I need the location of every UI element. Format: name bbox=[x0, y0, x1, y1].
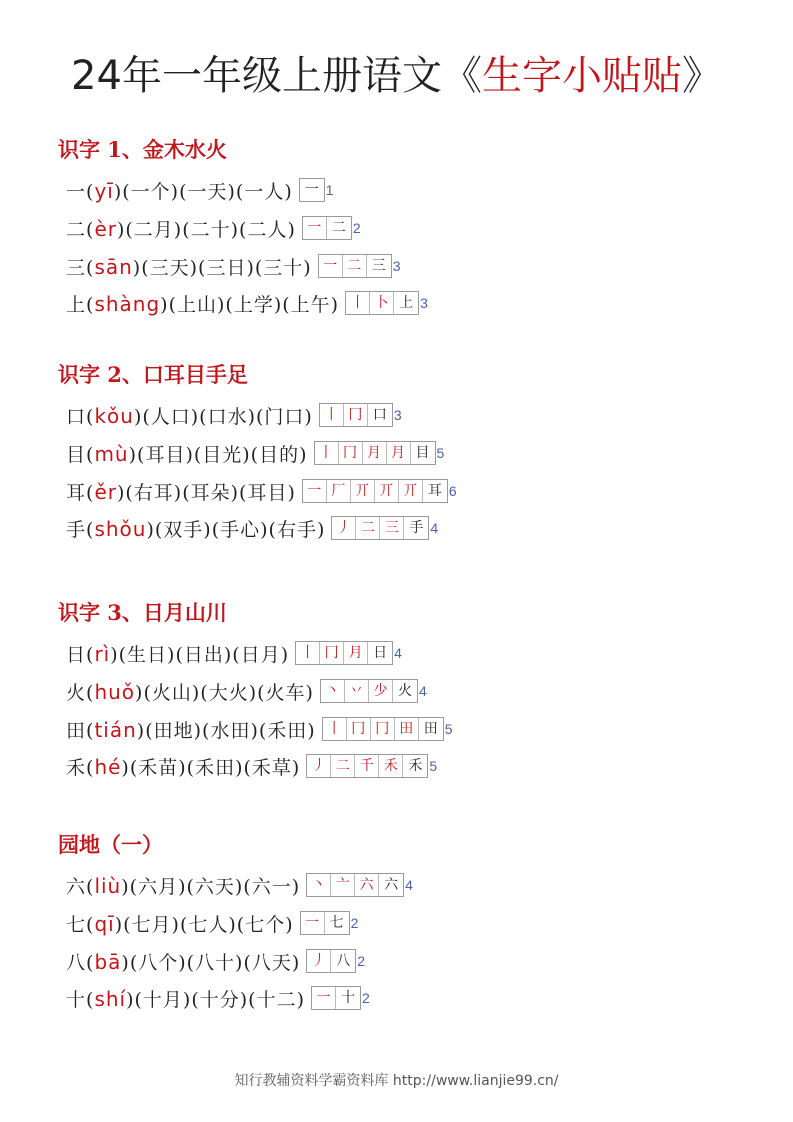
stroke-step: 二 bbox=[331, 755, 355, 777]
stroke-step: 丷 bbox=[345, 680, 369, 702]
stroke-order-boxes bbox=[322, 717, 444, 741]
stroke-count: 4 bbox=[418, 683, 427, 699]
row-text bbox=[66, 678, 314, 705]
example-words: (一个)(一天)(一人) bbox=[122, 180, 293, 203]
paren: ( bbox=[86, 681, 95, 704]
example-words: (八个)(八十)(八天) bbox=[129, 951, 301, 974]
stroke-step: 丨 bbox=[296, 642, 320, 664]
pinyin: huǒ bbox=[94, 679, 136, 704]
row-text bbox=[66, 177, 293, 204]
title-close: 》 bbox=[681, 53, 722, 99]
stroke-count: 2 bbox=[362, 990, 370, 1006]
example-words: (十月)(十分)(十二) bbox=[134, 988, 305, 1011]
character-row bbox=[66, 175, 334, 205]
stroke-order-boxes bbox=[302, 479, 448, 503]
stroke-order-boxes bbox=[299, 178, 325, 202]
stroke-step: 冂 bbox=[371, 718, 395, 740]
stroke-step: 田 bbox=[423, 721, 438, 737]
stroke-count: 1 bbox=[325, 182, 334, 198]
pinyin: shàng bbox=[94, 291, 161, 316]
character-row bbox=[66, 946, 365, 976]
section-title: 识字 2、口耳目手足 bbox=[58, 362, 248, 387]
paren: ( bbox=[86, 719, 95, 742]
stroke-order-boxes bbox=[331, 516, 429, 540]
stroke-count: 3 bbox=[392, 258, 401, 274]
row-text bbox=[66, 253, 312, 280]
stroke-order-boxes bbox=[345, 291, 419, 315]
paren: ( bbox=[86, 756, 95, 779]
pinyin: hé bbox=[94, 754, 122, 779]
title-red: 生字小贴贴 bbox=[481, 53, 682, 99]
stroke-order-boxes bbox=[302, 216, 352, 240]
row-text bbox=[66, 290, 339, 317]
paren: ) bbox=[116, 481, 126, 504]
stroke-step: 丨 bbox=[346, 292, 370, 314]
hanzi-char: 目 bbox=[66, 443, 87, 466]
hanzi-char: 七 bbox=[66, 913, 87, 936]
row-text bbox=[66, 402, 313, 429]
row-text bbox=[66, 515, 325, 542]
example-words: (生日)(日出)(日月) bbox=[118, 643, 290, 666]
stroke-step: 丨 bbox=[320, 404, 344, 426]
stroke-step: 月 bbox=[387, 442, 411, 464]
row-text bbox=[66, 985, 305, 1012]
pinyin: bā bbox=[94, 949, 122, 974]
stroke-count: 5 bbox=[444, 721, 453, 737]
stroke-step: 丿 bbox=[332, 517, 356, 539]
stroke-step: 一 bbox=[319, 255, 343, 277]
paren: ) bbox=[110, 643, 119, 666]
pinyin: liù bbox=[94, 873, 122, 898]
paren: ( bbox=[86, 988, 95, 1011]
paren: ) bbox=[121, 951, 130, 974]
row-text bbox=[66, 478, 296, 505]
character-row bbox=[66, 251, 401, 281]
pinyin: shí bbox=[94, 986, 127, 1011]
row-text bbox=[66, 440, 308, 467]
paren: ( bbox=[86, 643, 95, 666]
pinyin: qī bbox=[94, 911, 115, 936]
paren: ( bbox=[86, 256, 95, 279]
stroke-step: 千 bbox=[355, 755, 379, 777]
stroke-step: 禾 bbox=[379, 755, 403, 777]
example-words: (二月)(二十)(二人) bbox=[125, 218, 296, 241]
row-text bbox=[66, 640, 289, 667]
hanzi-char: 禾 bbox=[66, 756, 87, 779]
hanzi-char: 田 bbox=[66, 719, 87, 742]
pinyin: yī bbox=[94, 178, 114, 203]
pinyin: shǒu bbox=[94, 516, 147, 541]
example-words: (耳目)(目光)(目的) bbox=[137, 443, 308, 466]
paren: ( bbox=[86, 518, 95, 541]
example-words: (田地)(水田)(禾田) bbox=[145, 719, 316, 742]
paren: ( bbox=[86, 180, 95, 203]
stroke-step: 手 bbox=[409, 520, 424, 536]
pinyin: ěr bbox=[94, 479, 117, 504]
stroke-order-boxes bbox=[306, 754, 428, 778]
paren: ) bbox=[121, 875, 130, 898]
hanzi-char: 一 bbox=[66, 180, 87, 203]
pinyin: kǒu bbox=[94, 403, 134, 428]
example-words: (禾苗)(禾田)(禾草) bbox=[129, 756, 301, 779]
character-row bbox=[66, 983, 370, 1013]
hanzi-char: 六 bbox=[66, 875, 87, 898]
stroke-step: 六 bbox=[355, 874, 379, 896]
character-row bbox=[66, 714, 452, 744]
stroke-order-boxes bbox=[306, 949, 356, 973]
footer-watermark: 知行教辅资料学霸资料库 http://www.lianjie99.cn/ bbox=[234, 1073, 559, 1089]
stroke-step: 冂 bbox=[320, 642, 344, 664]
stroke-order-boxes bbox=[300, 911, 350, 935]
page-title bbox=[0, 52, 793, 100]
character-row bbox=[66, 908, 358, 938]
character-row bbox=[66, 638, 402, 668]
stroke-count: 4 bbox=[430, 520, 439, 536]
stroke-step: 火 bbox=[397, 683, 412, 699]
hanzi-char: 口 bbox=[66, 405, 87, 428]
hanzi-char: 火 bbox=[66, 681, 87, 704]
example-words: (三天)(三日)(三十) bbox=[141, 256, 312, 279]
stroke-count: 3 bbox=[420, 295, 428, 311]
stroke-step: 丿 bbox=[307, 950, 331, 972]
paren: ) bbox=[146, 518, 155, 541]
pinyin: mù bbox=[94, 441, 129, 466]
stroke-step: 二 bbox=[356, 517, 380, 539]
stroke-step: 二 bbox=[331, 220, 346, 236]
paren: ( bbox=[86, 443, 95, 466]
stroke-order-boxes bbox=[319, 403, 393, 427]
row-text bbox=[66, 910, 294, 937]
paren: ) bbox=[113, 180, 123, 203]
stroke-count: 2 bbox=[352, 220, 361, 236]
stroke-order-boxes bbox=[314, 441, 436, 465]
hanzi-char: 八 bbox=[66, 951, 87, 974]
stroke-step: 七 bbox=[329, 915, 344, 931]
paren: ) bbox=[116, 218, 126, 241]
stroke-order-boxes bbox=[318, 254, 392, 278]
stroke-step: 丨 bbox=[323, 718, 347, 740]
stroke-count: 2 bbox=[357, 953, 366, 969]
stroke-step: 八 bbox=[336, 953, 351, 969]
stroke-count: 4 bbox=[394, 645, 402, 661]
section-title: 识字 3、日月山川 bbox=[58, 600, 227, 625]
stroke-step: 六 bbox=[384, 877, 399, 893]
hanzi-char: 上 bbox=[66, 293, 87, 316]
stroke-step: 丨 bbox=[315, 442, 339, 464]
stroke-step: 冂 bbox=[347, 718, 371, 740]
stroke-step: 少 bbox=[369, 680, 393, 702]
row-text bbox=[66, 215, 296, 242]
character-row bbox=[66, 476, 457, 506]
example-words: (人口)(口水)(门口) bbox=[142, 405, 313, 428]
paren: ) bbox=[128, 443, 138, 466]
stroke-step: 禾 bbox=[408, 758, 423, 774]
paren: ( bbox=[86, 293, 95, 316]
paren: ) bbox=[160, 293, 169, 316]
row-text bbox=[66, 753, 300, 780]
character-row bbox=[66, 288, 428, 318]
pinyin: rì bbox=[94, 641, 111, 666]
stroke-step: 卜 bbox=[370, 292, 394, 314]
stroke-count: 6 bbox=[448, 483, 457, 499]
row-text bbox=[66, 948, 300, 975]
stroke-step: 丿 bbox=[307, 755, 331, 777]
paren: ( bbox=[86, 405, 95, 428]
character-row bbox=[66, 400, 402, 430]
stroke-count: 3 bbox=[393, 407, 402, 423]
example-words: (双手)(手心)(右手) bbox=[154, 518, 326, 541]
paren: ) bbox=[133, 405, 143, 428]
stroke-step: 田 bbox=[395, 718, 419, 740]
stroke-step: 亠 bbox=[331, 874, 355, 896]
stroke-step: 冂 bbox=[339, 442, 363, 464]
example-words: (火山)(大火)(火车) bbox=[143, 681, 314, 704]
example-words: (六月)(六天)(六一) bbox=[129, 875, 301, 898]
stroke-step: 丌 bbox=[351, 480, 375, 502]
row-text bbox=[66, 716, 316, 743]
paren: ( bbox=[86, 951, 95, 974]
character-row bbox=[66, 213, 361, 243]
character-row bbox=[66, 438, 444, 468]
stroke-step: 一 bbox=[304, 182, 319, 198]
stroke-step: 厂 bbox=[327, 480, 351, 502]
stroke-order-boxes bbox=[295, 641, 393, 665]
stroke-count: 5 bbox=[429, 758, 438, 774]
character-row bbox=[66, 751, 437, 781]
stroke-step: 一 bbox=[301, 912, 325, 934]
stroke-step: 十 bbox=[341, 990, 355, 1006]
stroke-count: 2 bbox=[350, 915, 359, 931]
hanzi-char: 日 bbox=[66, 643, 87, 666]
stroke-step: 日 bbox=[373, 645, 388, 661]
example-words: (右耳)(耳朵)(耳目) bbox=[125, 481, 296, 504]
stroke-step: 丌 bbox=[375, 480, 399, 502]
stroke-step: 上 bbox=[399, 295, 414, 311]
title-black: 24年一年级上册语文《 bbox=[71, 53, 482, 99]
paren: ) bbox=[132, 256, 142, 279]
stroke-step: 月 bbox=[344, 642, 368, 664]
character-row bbox=[66, 513, 438, 543]
stroke-order-boxes bbox=[311, 986, 361, 1010]
stroke-step: 丌 bbox=[399, 480, 423, 502]
stroke-order-boxes bbox=[306, 873, 404, 897]
stroke-step: 三 bbox=[371, 258, 386, 274]
paren: ) bbox=[136, 719, 146, 742]
stroke-step: 冂 bbox=[344, 404, 368, 426]
pinyin: sān bbox=[94, 254, 133, 279]
hanzi-char: 三 bbox=[66, 256, 87, 279]
stroke-step: 二 bbox=[343, 255, 367, 277]
paren: ( bbox=[86, 875, 95, 898]
section-title: 园地（一） bbox=[58, 832, 163, 857]
hanzi-char: 二 bbox=[66, 218, 87, 241]
pinyin: tián bbox=[94, 717, 137, 742]
paren: ( bbox=[86, 481, 95, 504]
stroke-step: 一 bbox=[312, 987, 336, 1009]
stroke-step: 口 bbox=[372, 407, 387, 423]
stroke-step: 三 bbox=[380, 517, 404, 539]
example-words: (上山)(上学)(上午) bbox=[168, 293, 340, 316]
paren: ) bbox=[126, 988, 135, 1011]
stroke-step: 耳 bbox=[427, 483, 442, 499]
character-row bbox=[66, 870, 413, 900]
paren: ) bbox=[121, 756, 130, 779]
example-words: (七月)(七人)(七个) bbox=[123, 913, 294, 936]
character-row bbox=[66, 676, 427, 706]
paren: ) bbox=[114, 913, 124, 936]
paren: ( bbox=[86, 218, 95, 241]
stroke-step: 一 bbox=[303, 217, 327, 239]
stroke-step: 丶 bbox=[307, 874, 331, 896]
hanzi-char: 耳 bbox=[66, 481, 87, 504]
stroke-step: 月 bbox=[363, 442, 387, 464]
hanzi-char: 十 bbox=[66, 988, 87, 1011]
hanzi-char: 手 bbox=[66, 518, 87, 541]
pinyin: èr bbox=[94, 216, 117, 241]
stroke-order-boxes bbox=[320, 679, 418, 703]
paren: ) bbox=[135, 681, 144, 704]
paren: ( bbox=[86, 913, 95, 936]
section-title: 识字 1、金木水火 bbox=[58, 137, 227, 162]
stroke-step: 一 bbox=[303, 480, 327, 502]
stroke-count: 5 bbox=[436, 445, 445, 461]
stroke-step: 丶 bbox=[321, 680, 345, 702]
stroke-step: 目 bbox=[415, 445, 430, 461]
row-text bbox=[66, 872, 300, 899]
stroke-count: 4 bbox=[405, 877, 413, 893]
